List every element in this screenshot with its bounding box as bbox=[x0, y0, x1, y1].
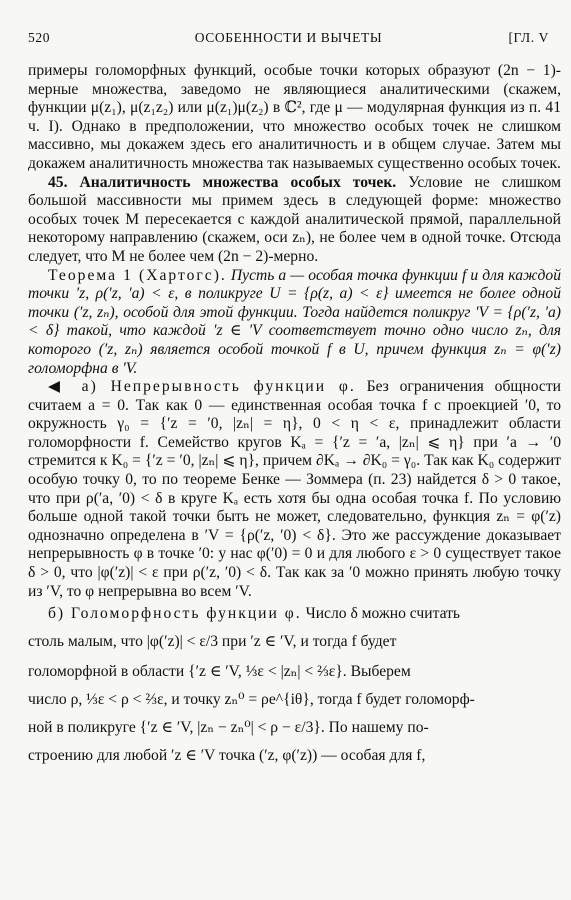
section-paragraph bbox=[28, 174, 561, 267]
proof-b-line-6: строению для любой ′z ∈ ′V точка (′z, φ(′z)) — особая для f, bbox=[28, 747, 426, 765]
page-header bbox=[28, 30, 549, 50]
proof-a-text: Без ограничения общности считаем a = 0. Так как 0 — единственная особая точка f с проекцией ′0, то окружность γ₀ = {′z = ′0, |zₙ| = η}, 0 < η < ε, принадлежит области голоморфности f. Семейство кругов Kₐ = {′z = ′a, |zₙ| ⩽ η} при ′a → ′0 стремится к K₀ = {′z = ′0, |zₙ| ⩽ η}, причем ∂Kₐ → ∂K₀ = γ₀. Так как K₀ содержит особую точку 0, то по теореме Бенке — Зоммера (п. 23) найдется δ > 0 такое, что при ρ(′a, ′0) < δ в круге Kₐ есть хотя бы одна особая точка f. По условию больше одной такой точки быть не может, следовательно, функция zₙ = φ(′z) однозначно определена в ′V = {ρ(′z, ′0) < δ}. Это же рассуждение доказывает непрерывность φ в точке ′0: у нас φ(′0) = 0 и для любого ε > 0 существует такое δ > 0, что |φ(′z)| < ε при ρ(′z, ′0) < δ. Так как за ′0 можно принять любую точку из ′V, то φ непрерывна во всем ′V. bbox=[28, 378, 561, 600]
running-title: ОСОБЕННОСТИ И ВЫЧЕТЫ bbox=[194, 30, 383, 45]
proof-b-line-2: столь малым, что |φ(′z)| < ε/3 при ′z ∈ ′V, и тогда f будет bbox=[28, 633, 397, 651]
section-heading: 45. Аналитичность множества особых точек. bbox=[48, 173, 397, 191]
theorem-label: Теорема 1 (Хартогс). bbox=[48, 266, 227, 284]
theorem-paragraph bbox=[28, 267, 561, 379]
chapter-marker: [ГЛ. V bbox=[508, 30, 549, 45]
proof-part-b bbox=[28, 601, 561, 627]
theorem-text: Пусть a — особая точка функции f и для каждой точки ′z, ρ(′z, ′a) < ε, в поликруге U = {ρ(z, a) < ε} имеется не более одной точки (′z, zₙ), особой для этой функции. Тогда найдется поликруг ′V = {ρ(′z, ′a) < δ} такой, что каждой ′z ∈ ′V соответствует точно одно число zₙ, для которого (′z, zₙ) является особой точкой f в U, причем функция zₙ = φ(′z) голоморфна в ′V. bbox=[28, 266, 561, 377]
proof-b-label: б) Голоморфность функции φ. bbox=[48, 605, 302, 623]
proof-b-line-1: Число δ можно считать bbox=[305, 605, 461, 623]
proof-part-a bbox=[28, 378, 561, 601]
intro-paragraph: примеры голоморфных функций, особые точки которых образуют (2n − 1)-мерные множества, заведомо не являющиеся аналитическими (скажем, функции μ(z₁), μ(z₁z₂) или μ(z₁)μ(z₂) в ℂ², где μ — модулярная функция из п. 41 ч. I). Однако в предположении, что множество особых точек не слишком массивно, мы докажем здесь его аналитичность и в общем случае. Затем мы докажем аналитичность множества так называемых существенно особых точек. bbox=[28, 62, 561, 172]
proof-a-label: ◀ а) Непрерывность функции φ. bbox=[48, 378, 356, 396]
page-number: 520 bbox=[28, 30, 51, 45]
page-body bbox=[28, 62, 561, 769]
proof-b-line-4: число ρ, ⅓ε < ρ < ⅔ε, и точку zₙ⁰ = ρe^{iθ}, тогда f будет голоморф- bbox=[28, 691, 475, 709]
proof-b-line-3: голоморфной в области {′z ∈ ′V, ⅓ε < |zₙ| < ⅔ε}. Выберем bbox=[28, 663, 411, 681]
section-text: Условие не слишком большой массивности мы примем здесь в следующей форме: множество особых точек M пересекается с каждой аналитической прямой, параллельной некоторому направлению (скажем, оси zₙ), не более чем в одной точке. Отсюда следует, что M не более чем (2n − 2)-мерно. bbox=[28, 173, 561, 265]
proof-b-line-5: ной в поликруге {′z ∈ ′V, |zₙ − zₙ⁰| < ρ − ε/3}. По нашему по- bbox=[28, 719, 429, 737]
